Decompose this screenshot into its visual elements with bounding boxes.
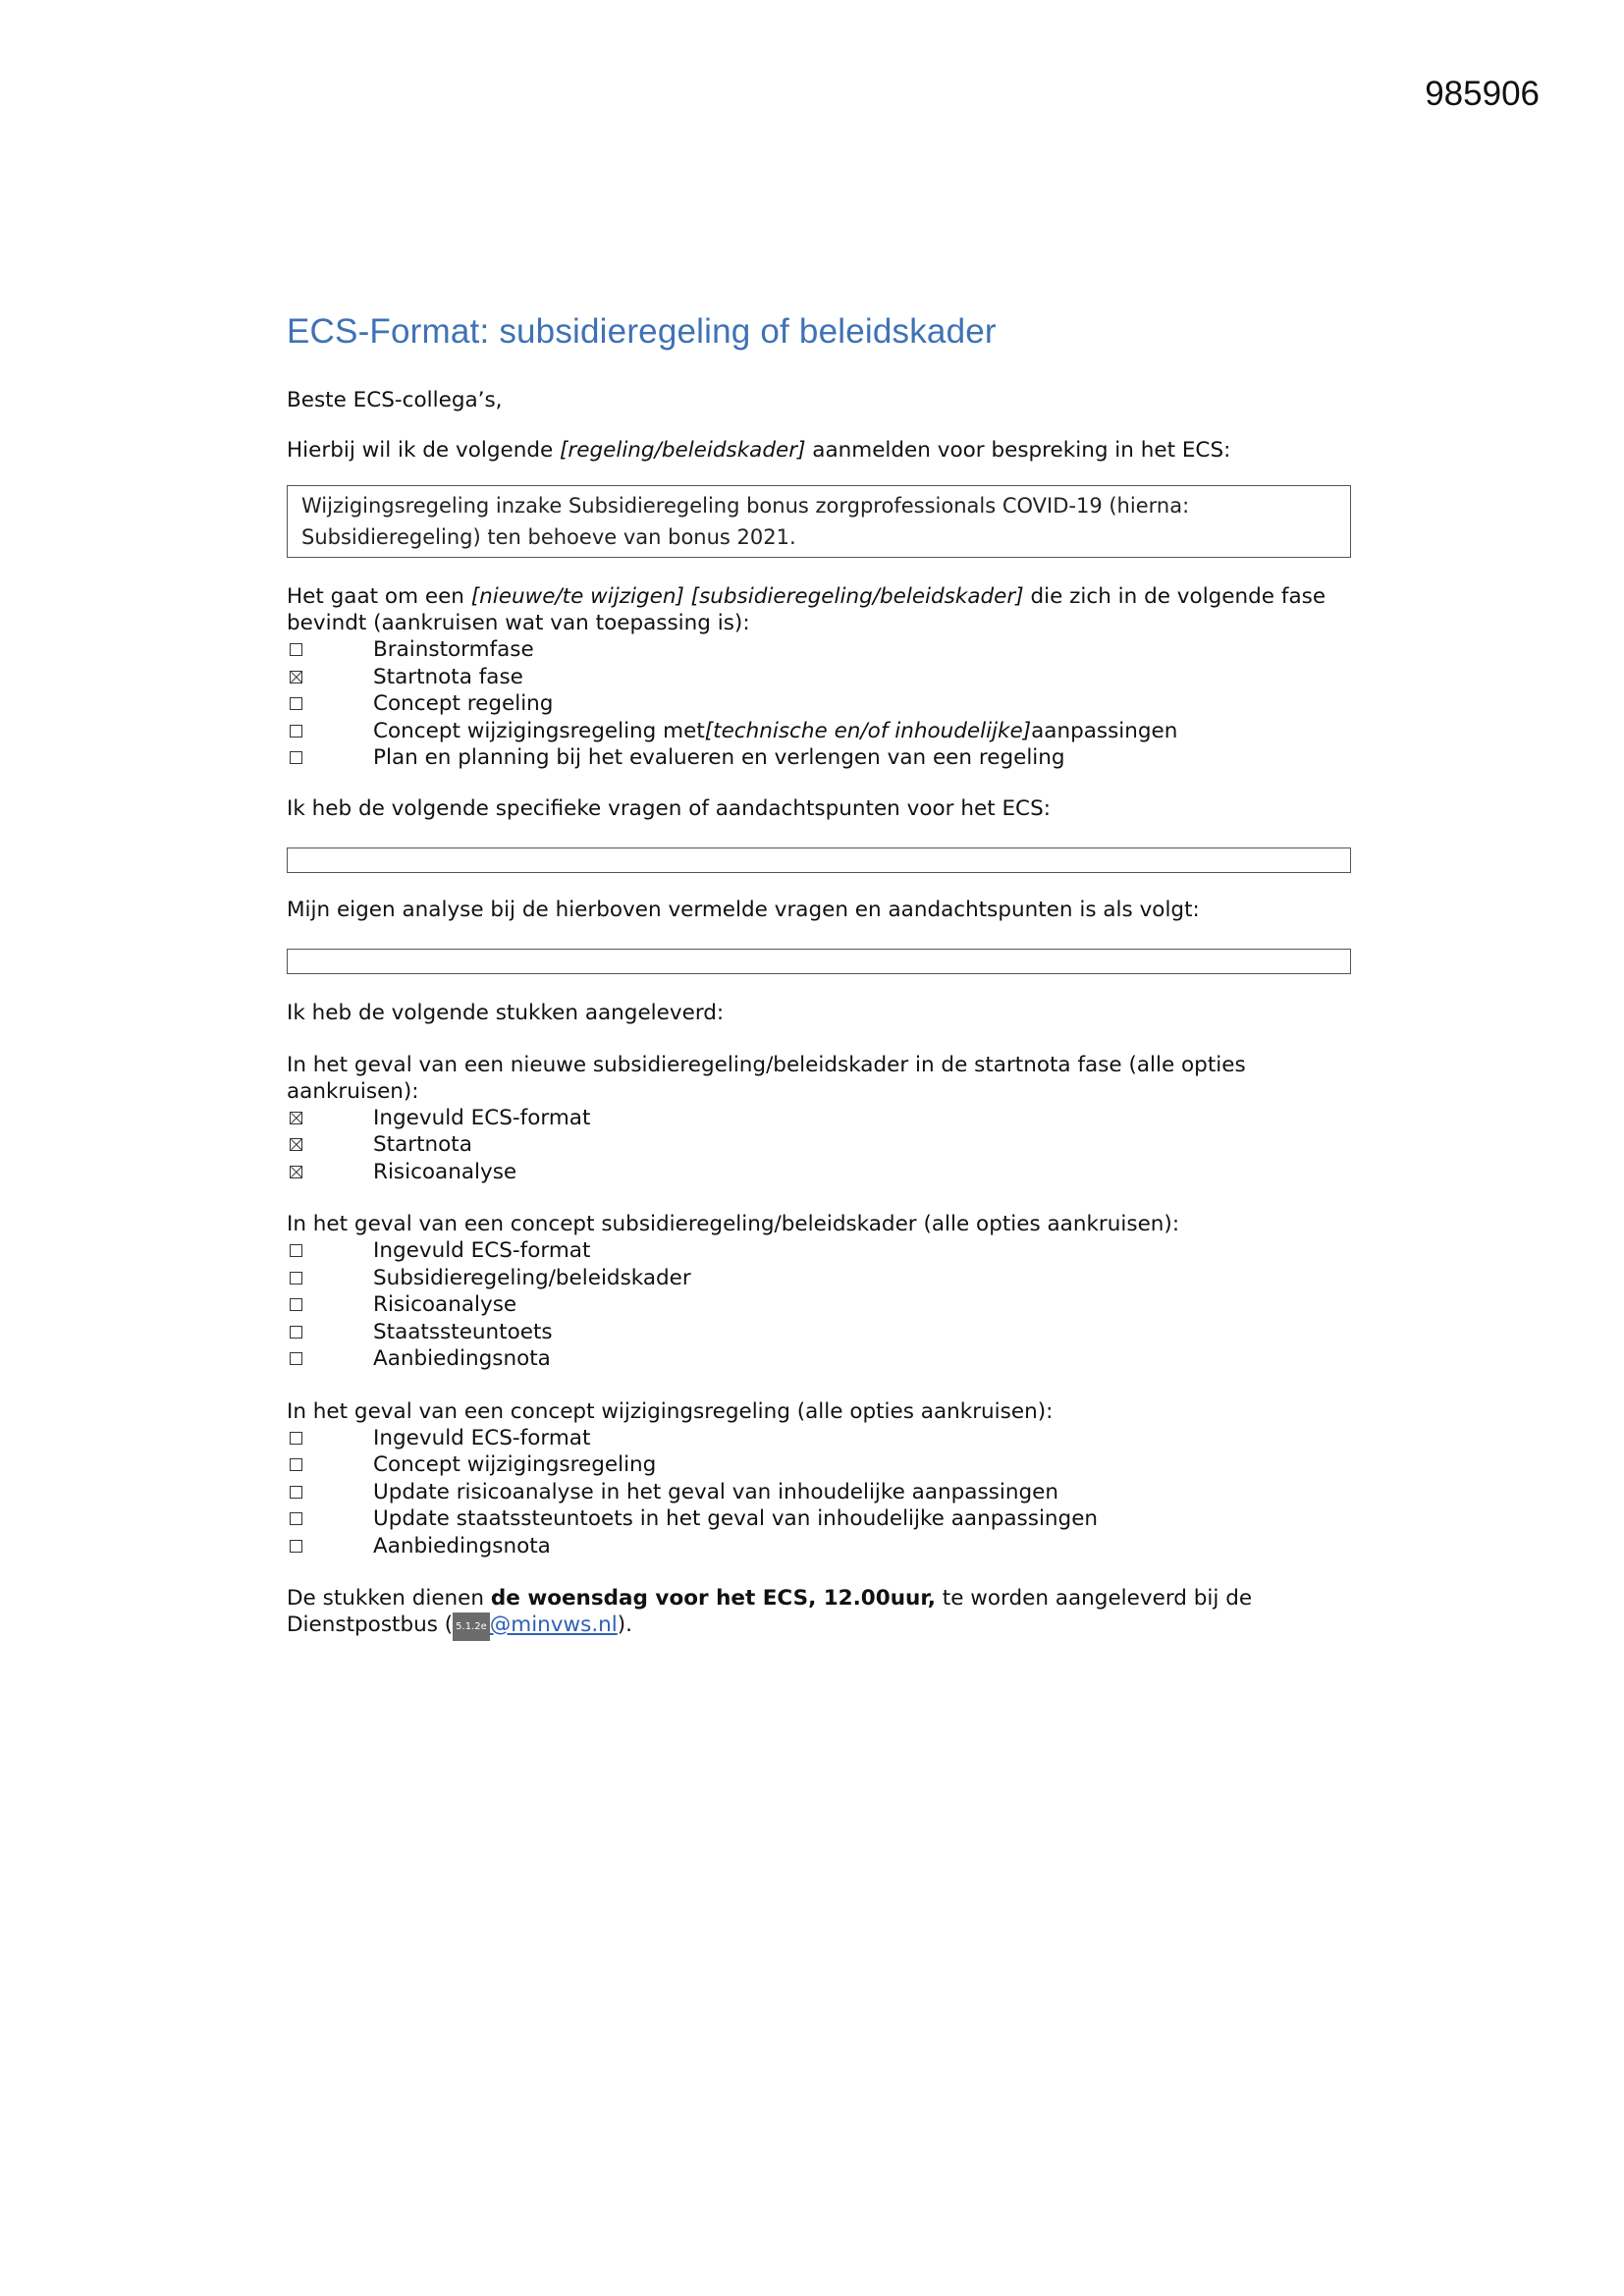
greeting: Beste ECS-collega’s, — [287, 388, 503, 412]
checkbox[interactable] — [290, 1112, 302, 1124]
group-options — [287, 1425, 1351, 1560]
group-heading: In het geval van een nieuwe subsidieregeling/beleidskader in de startnota fase (alle opties aankruisen): — [287, 1052, 1246, 1104]
phase-option: Plan en planning bij het evalueren en verlengen van een regeling — [287, 744, 1351, 772]
group-option: Risicoanalyse — [287, 1291, 1351, 1319]
checkbox[interactable] — [290, 1540, 302, 1553]
regeling-textbox[interactable]: Wijzigingsregeling inzake Subsidieregeling bonus zorgprofessionals COVID-19 (hierna: Subsidieregeling) ten behoeve van bonus 2021. — [287, 485, 1351, 558]
checkbox[interactable] — [290, 1244, 302, 1257]
phase-options — [287, 636, 1351, 772]
group-option: Risicoanalyse — [287, 1159, 1351, 1186]
analysis-label: Mijn eigen analyse bij de hierboven vermelde vragen en aandachtspunten is als volgt: — [287, 897, 1200, 922]
checkbox[interactable] — [290, 671, 302, 683]
phase-option: Concept wijzigingsregeling met [technische en/of inhoudelijke] aanpassingen — [287, 718, 1351, 745]
analysis-textbox[interactable] — [287, 949, 1351, 974]
group-option: Ingevuld ECS-format — [287, 1105, 1351, 1132]
group-option: Aanbiedingsnota — [287, 1533, 1351, 1560]
phase-option: Concept regeling — [287, 690, 1351, 718]
phase-paragraph: Het gaat om een [nieuwe/te wijzigen] [subsidieregeling/beleidskader] die zich in de volgende fase bevindt (aankruisen wat van toepassing is): — [287, 584, 1326, 635]
group-heading: In het geval van een concept subsidieregeling/beleidskader (alle opties aankruisen): — [287, 1212, 1180, 1236]
email-link[interactable]: @minvws.nl — [489, 1613, 618, 1637]
page-title: ECS-Format: subsidieregeling of beleidskader — [287, 312, 997, 351]
group-option: Ingevuld ECS-format — [287, 1237, 1351, 1265]
checkbox[interactable] — [290, 1326, 302, 1339]
document-body — [287, 312, 1351, 1641]
checkbox[interactable] — [290, 1432, 302, 1445]
group-option: Concept wijzigingsregeling — [287, 1451, 1351, 1479]
checkbox[interactable] — [290, 1352, 302, 1365]
deadline-paragraph: De stukken dienen de woensdag voor het ECS, 12.00uur, te worden aangeleverd bij de Dienstpostbus ( 5.1.2e @minvws.nl). — [287, 1585, 1351, 1641]
questions-label: Ik heb de volgende specifieke vragen of aandachtspunten voor het ECS: — [287, 795, 1051, 821]
docs-label: Ik heb de volgende stukken aangeleverd: — [287, 1000, 725, 1025]
checkbox[interactable] — [290, 1138, 302, 1151]
group-option: Startnota — [287, 1131, 1351, 1159]
checkbox[interactable] — [290, 697, 302, 710]
checkbox[interactable] — [290, 1272, 302, 1285]
group-option: Ingevuld ECS-format — [287, 1425, 1351, 1452]
checkbox[interactable] — [290, 1458, 302, 1471]
group-options — [287, 1105, 1351, 1186]
document-id: 985906 — [1425, 75, 1540, 113]
group-option: Update risicoanalyse in het geval van inhoudelijke aanpassingen — [287, 1479, 1351, 1506]
group-option: Update staatssteuntoets in het geval van inhoudelijke aanpassingen — [287, 1505, 1351, 1533]
intro-paragraph: Hierbij wil ik de volgende [regeling/beleidskader] aanmelden voor bespreking in het ECS: — [287, 438, 1231, 463]
group-option: Aanbiedingsnota — [287, 1345, 1351, 1373]
checkbox[interactable] — [290, 1166, 302, 1178]
checkbox[interactable] — [290, 1298, 302, 1311]
checkbox[interactable] — [290, 1512, 302, 1525]
phase-option: Brainstormfase — [287, 636, 1351, 664]
group-option: Staatssteuntoets — [287, 1319, 1351, 1346]
checkbox[interactable] — [290, 751, 302, 764]
group-option: Subsidieregeling/beleidskader — [287, 1265, 1351, 1292]
group-heading: In het geval van een concept wijzigingsregeling (alle opties aankruisen): — [287, 1398, 1054, 1424]
checkbox[interactable] — [290, 643, 302, 656]
checkbox[interactable] — [290, 1486, 302, 1499]
questions-textbox[interactable] — [287, 847, 1351, 873]
checkbox[interactable] — [290, 725, 302, 738]
group-options — [287, 1237, 1351, 1373]
phase-option: Startnota fase — [287, 664, 1351, 691]
redaction-mark: 5.1.2e — [453, 1613, 490, 1641]
